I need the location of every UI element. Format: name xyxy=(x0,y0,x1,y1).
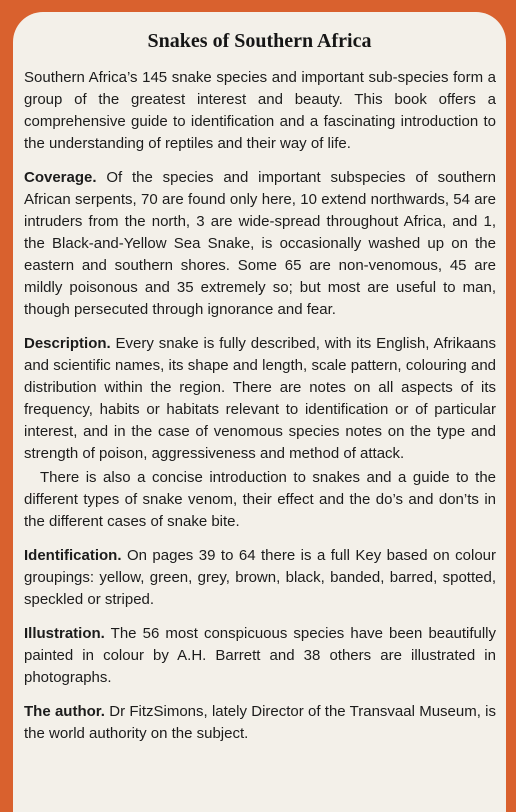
author-heading: The author. xyxy=(24,703,105,720)
description-text: Every snake is fully described, with its English, Afrikaans and scientific names, its shape and length, scale pattern, colouring and distribution within the region. There are notes on all aspects of its frequency, habits or habitats relevant to identification or of particular interest, and in the case of venomous species notes on the type and strength of poison, aggressiveness and method of attack. xyxy=(24,335,496,462)
description-paragraph xyxy=(24,333,496,465)
page-title: Snakes of Southern Africa xyxy=(147,30,372,52)
cover-panel xyxy=(13,12,506,812)
coverage-text: Of the species and important subspecies of southern African serpents, 70 are found only here, 10 extend northwards, 54 are intruders from the north, 3 are wide-spread throughout Africa, and 1, the Black-and-Yellow Sea Snake, is occasionally washed up on the eastern and southern shores. Some 65 are non-venomous, 45 are mildly poisonous and 35 extremely so; but most are useful to man, though persecuted through ignorance and fear. xyxy=(24,169,497,318)
coverage-paragraph xyxy=(24,167,496,321)
illustration-text: The 56 most conspicuous species have been beautifully painted in colour by A.H. Barrett and 38 others are illustrated in photographs. xyxy=(24,625,496,686)
illustration-paragraph xyxy=(24,623,496,689)
identification-text: On pages 39 to 64 there is a full Key based on colour groupings: yellow, green, grey, brown, black, banded, barred, spotted, speckled or striped. xyxy=(24,547,497,608)
identification-paragraph xyxy=(24,545,496,611)
coverage-heading: Coverage. xyxy=(24,169,97,186)
intro-paragraph: Southern Africa’s 145 snake species and important sub-species form a group of the greatest interest and beauty. This book offers a comprehensive guide to identification and a fascinating introduction to the understanding of reptiles and their way of life. xyxy=(24,69,496,152)
identification-heading: Identification. xyxy=(24,547,122,564)
blurb-text xyxy=(24,67,496,757)
venom-text: There is also a concise introduction to snakes and a guide to the different types of snake venom, their effect and the do’s and don’ts in the different cases of snake bite. xyxy=(24,469,496,530)
description-heading: Description. xyxy=(24,335,111,352)
author-text: Dr FitzSimons, lately Director of the Transvaal Museum, is the world authority on the subject. xyxy=(24,703,497,742)
illustration-heading: Illustration. xyxy=(24,625,105,642)
venom-paragraph xyxy=(24,467,496,533)
author-paragraph xyxy=(24,701,496,745)
